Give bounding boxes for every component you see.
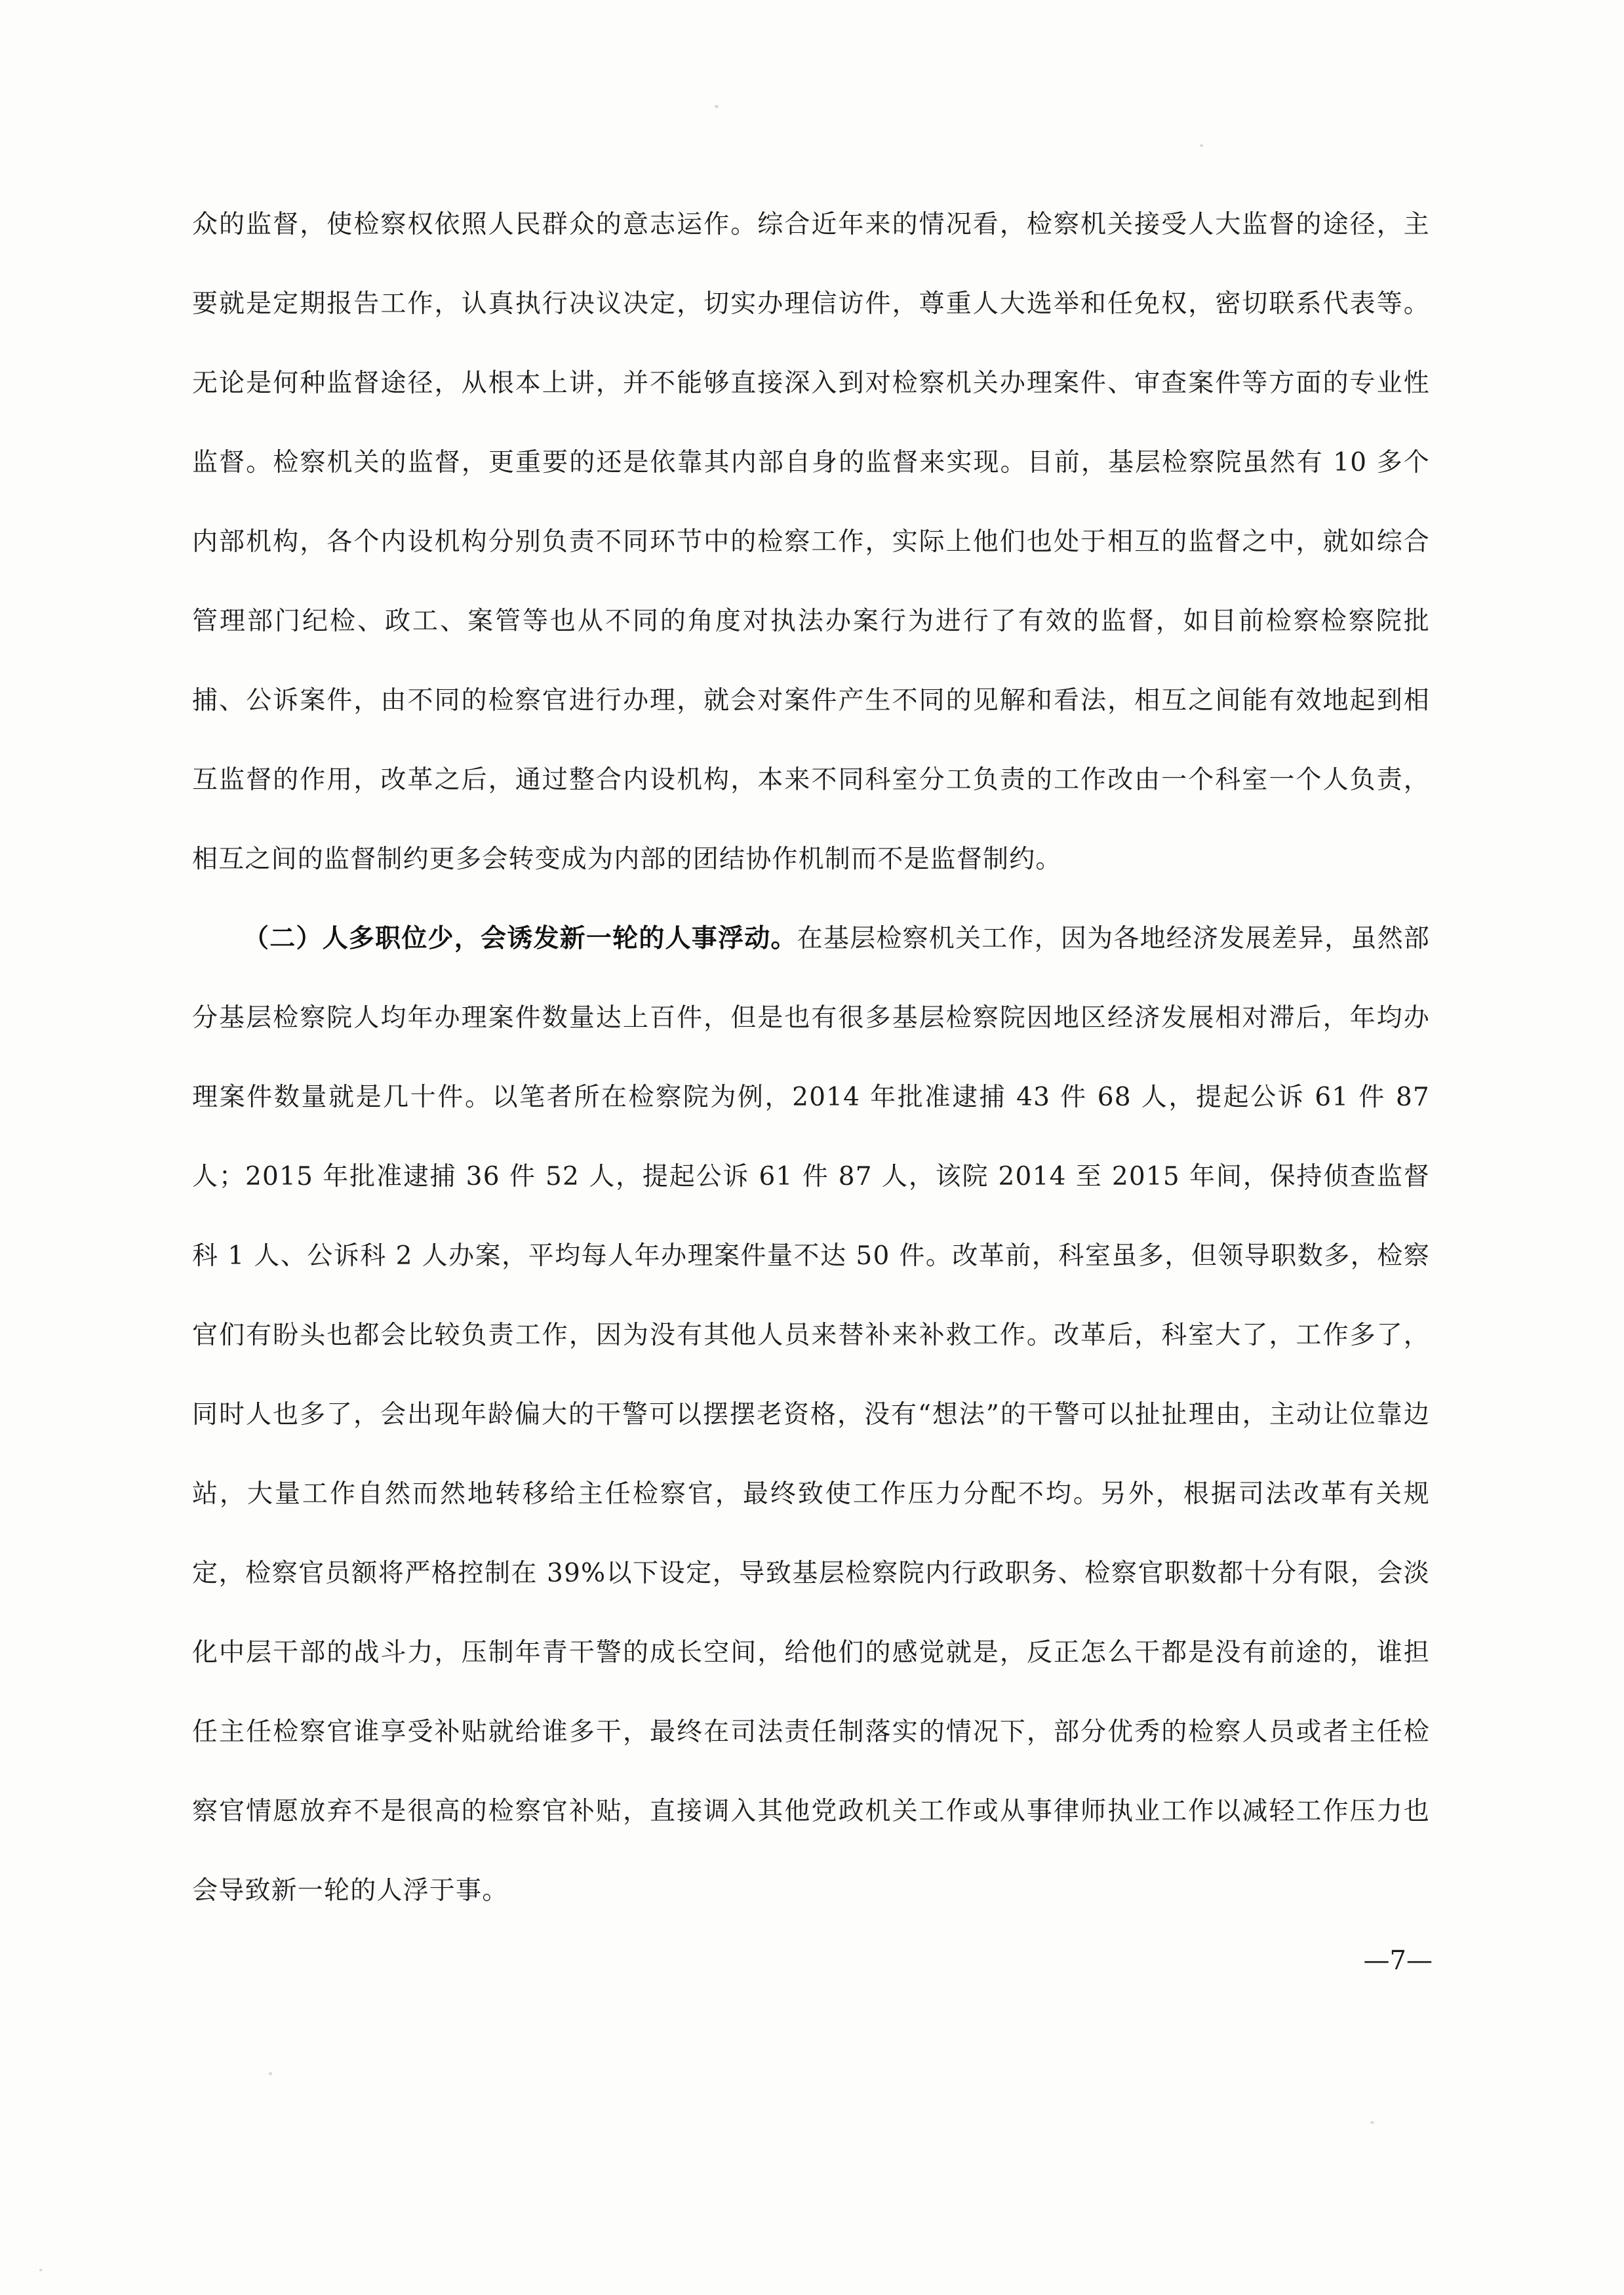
- paragraph-continued: 众的监督，使检察权依照人民群众的意志运作。综合近年来的情况看，检察机关接受人大监督的途径，主要就是定期报告工作，认真执行决议决定，切实办理信访件，尊重人大选举和任免权，密切联系代表等。无论是何种监督途径，从根本上讲，并不能够直接深入到对检察机关办理案件、审查案件等方面的专业性监督。检察机关的监督，更重要的还是依靠其内部自身的监督来实现。目前，基层检察院虽然有 10 多个内部机构，各个内设机构分别负责不同环节中的检察工作，实际上他们也处于相互的监督之中，就如综合管理部门纪检、政工、案管等也从不同的角度对执法办案行为进行了有效的监督，如目前检察检察院批捕、公诉案件，由不同的检察官进行办理，就会对案件产生不同的见解和看法，相互之间能有效地起到相互监督的作用，改革之后，通过整合内设机构，本来不同科室分工负责的工作改由一个科室一个人负责，相互之间的监督制约更多会转变成为内部的团结协作机制而不是监督制约。: [192, 210, 1430, 874]
- section-heading: （二）人多职位少，会诱发新一轮的人事浮动。: [243, 923, 797, 953]
- scan-speck: [269, 2072, 272, 2075]
- paragraph-section-two: [192, 899, 1430, 1930]
- scan-speck: [1200, 144, 1203, 147]
- page-number: —7—: [1363, 1946, 1433, 1976]
- scan-speck: [39, 2269, 42, 2271]
- section-body: 在基层检察机关工作，因为各地经济发展差异，虽然部分基层检察院人均年办理案件数量达上百件，但是也有很多基层检察院因地区经济发展相对滞后，年均办理案件数量就是几十件。以笔者所在检察院为例，2014 年批准逮捕 43 件 68 人，提起公诉 61 件 87 人；2015 年批准逮捕 36 件 52 人，提起公诉 61 件 87 人，该院 2014 至 2015 年间，保持侦查监督科 1 人、公诉科 2 人办案，平均每人年办理案件量不达 50 件。改革前，科室虽多，但领导职数多，检察官们有盼头也都会比较负责工作，因为没有其他人员来替补来补救工作。改革后，科室大了，工作多了，同时人也多了，会出现年龄偏大的干警可以摆摆老资格，没有“想法”的干警可以扯扯理由，主动让位靠边站，大量工作自然而然地转移给主任检察官，最终致使工作压力分配不均。另外，根据司法改革有关规定，检察官员额将严格控制在 39%以下设定，导致基层检察院内行政职务、检察官职数都十分有限，会淡化中层干部的战斗力，压制年青干警的成长空间，给他们的感觉就是，反正怎么干都是没有前途的，谁担任主任检察官谁享受补贴就给谁多干，最终在司法责任制落实的情况下，部分优秀的检察人员或者主任检察官情愿放弃不是很高的检察官补贴，直接调入其他党政机关工作或从事律师执业工作以减轻工作压力也会导致新一轮的人浮于事。: [192, 924, 1430, 1906]
- body-text: [192, 185, 1430, 1930]
- scan-speck: [1370, 2121, 1374, 2124]
- scan-speck: [715, 105, 719, 108]
